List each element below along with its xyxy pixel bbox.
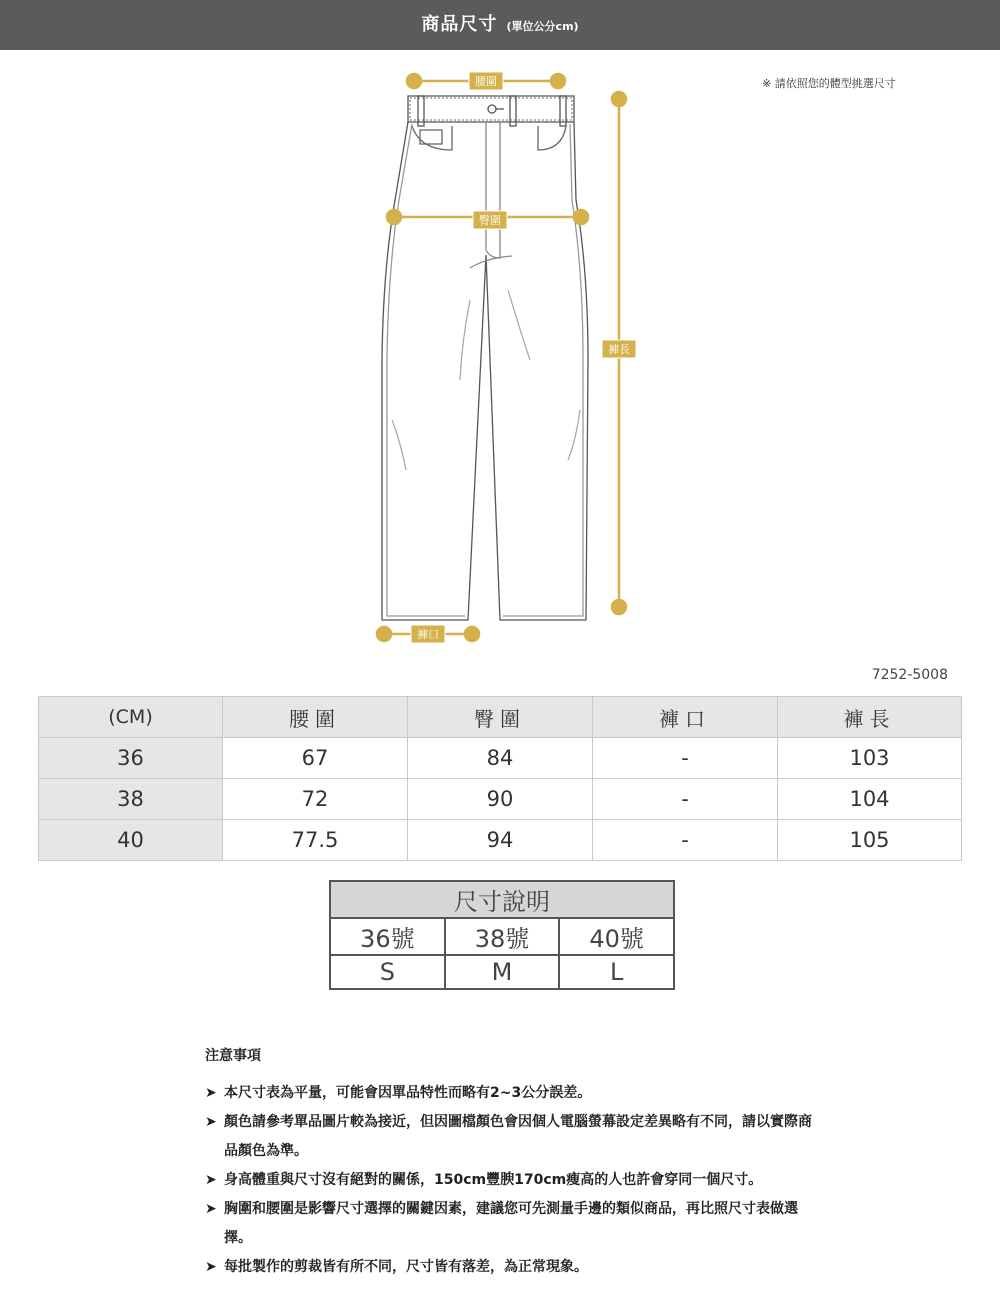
arrow-icon: ➤ <box>205 1114 217 1130</box>
length-cell: 104 <box>778 779 962 820</box>
header-hem: 褲口 <box>593 697 778 738</box>
page-title: 商品尺寸 <box>421 14 498 35</box>
arrow-icon: ➤ <box>205 1172 217 1188</box>
list-item: ➤ 胸圍和腰圍是影響尺寸選擇的關鍵因素，建議您可先測量手邊的類似商品，再比照尺寸表做選擇。 <box>205 1195 825 1253</box>
arrow-icon: ➤ <box>205 1085 217 1101</box>
size-number: 40號 <box>559 918 674 955</box>
size-letter: M <box>445 955 560 989</box>
pants-drawing <box>382 96 588 620</box>
hip-cell: 84 <box>408 738 593 779</box>
list-item: ➤ 顏色請參考單品圖片較為接近，但因圖檔顏色會因個人電腦螢幕設定差異略有不同，請以實際商品顏色為準。 <box>205 1108 825 1166</box>
product-code: 7252-5008 <box>871 667 948 683</box>
length-cell: 105 <box>778 820 962 861</box>
size-cell: 40 <box>39 820 223 861</box>
hip-cell: 90 <box>408 779 593 820</box>
measure-labels <box>411 72 636 643</box>
size-cell: 36 <box>39 738 223 779</box>
hem-cell: - <box>593 779 778 820</box>
hip-cell: 94 <box>408 820 593 861</box>
notes-list <box>205 1079 825 1282</box>
size-info-caption: 尺寸說明 <box>330 881 674 918</box>
size-info-table <box>329 880 675 990</box>
hem-label: 褲口 <box>417 628 439 641</box>
size-letter: S <box>330 955 445 989</box>
size-number: 38號 <box>445 918 560 955</box>
size-letter: L <box>559 955 674 989</box>
hem-cell: - <box>593 738 778 779</box>
notes-section <box>205 1045 825 1282</box>
size-cell: 38 <box>39 779 223 820</box>
unit-label: (單位公分cm) <box>506 20 579 33</box>
header-unit: (CM) <box>39 697 223 738</box>
table-row <box>39 779 962 820</box>
waist-cell: 77.5 <box>223 820 408 861</box>
size-table-header <box>39 697 962 738</box>
waist-cell: 72 <box>223 779 408 820</box>
pants-diagram <box>0 50 1000 660</box>
list-item: ➤ 本尺寸表為平量，可能會因單品特性而略有2~3公分誤差。 <box>205 1079 825 1108</box>
list-item: ➤ 每批製作的剪裁皆有所不同，尺寸皆有落差，為正常現象。 <box>205 1253 825 1282</box>
page-header <box>0 0 1000 50</box>
waist-cell: 67 <box>223 738 408 779</box>
measure-lines <box>377 74 626 641</box>
hip-label: 臀圍 <box>479 214 501 227</box>
notes-title: 注意事項 <box>205 1048 261 1064</box>
waist-label: 腰圍 <box>475 75 497 88</box>
arrow-icon: ➤ <box>205 1201 217 1217</box>
table-row <box>39 820 962 861</box>
hem-cell: - <box>593 820 778 861</box>
length-cell: 103 <box>778 738 962 779</box>
table-row <box>330 918 674 955</box>
fit-note: ※ 請依照您的體型挑選尺寸 <box>762 77 896 90</box>
header-waist: 腰圍 <box>223 697 408 738</box>
table-row <box>39 738 962 779</box>
size-table <box>38 696 962 861</box>
length-label: 褲長 <box>608 343 630 356</box>
header-length: 褲長 <box>778 697 962 738</box>
header-hip: 臀圍 <box>408 697 593 738</box>
arrow-icon: ➤ <box>205 1259 217 1275</box>
size-number: 36號 <box>330 918 445 955</box>
list-item: ➤ 身高體重與尺寸沒有絕對的關係，150cm豐腴170cm瘦高的人也許會穿同一個尺寸。 <box>205 1166 825 1195</box>
table-row <box>330 955 674 989</box>
